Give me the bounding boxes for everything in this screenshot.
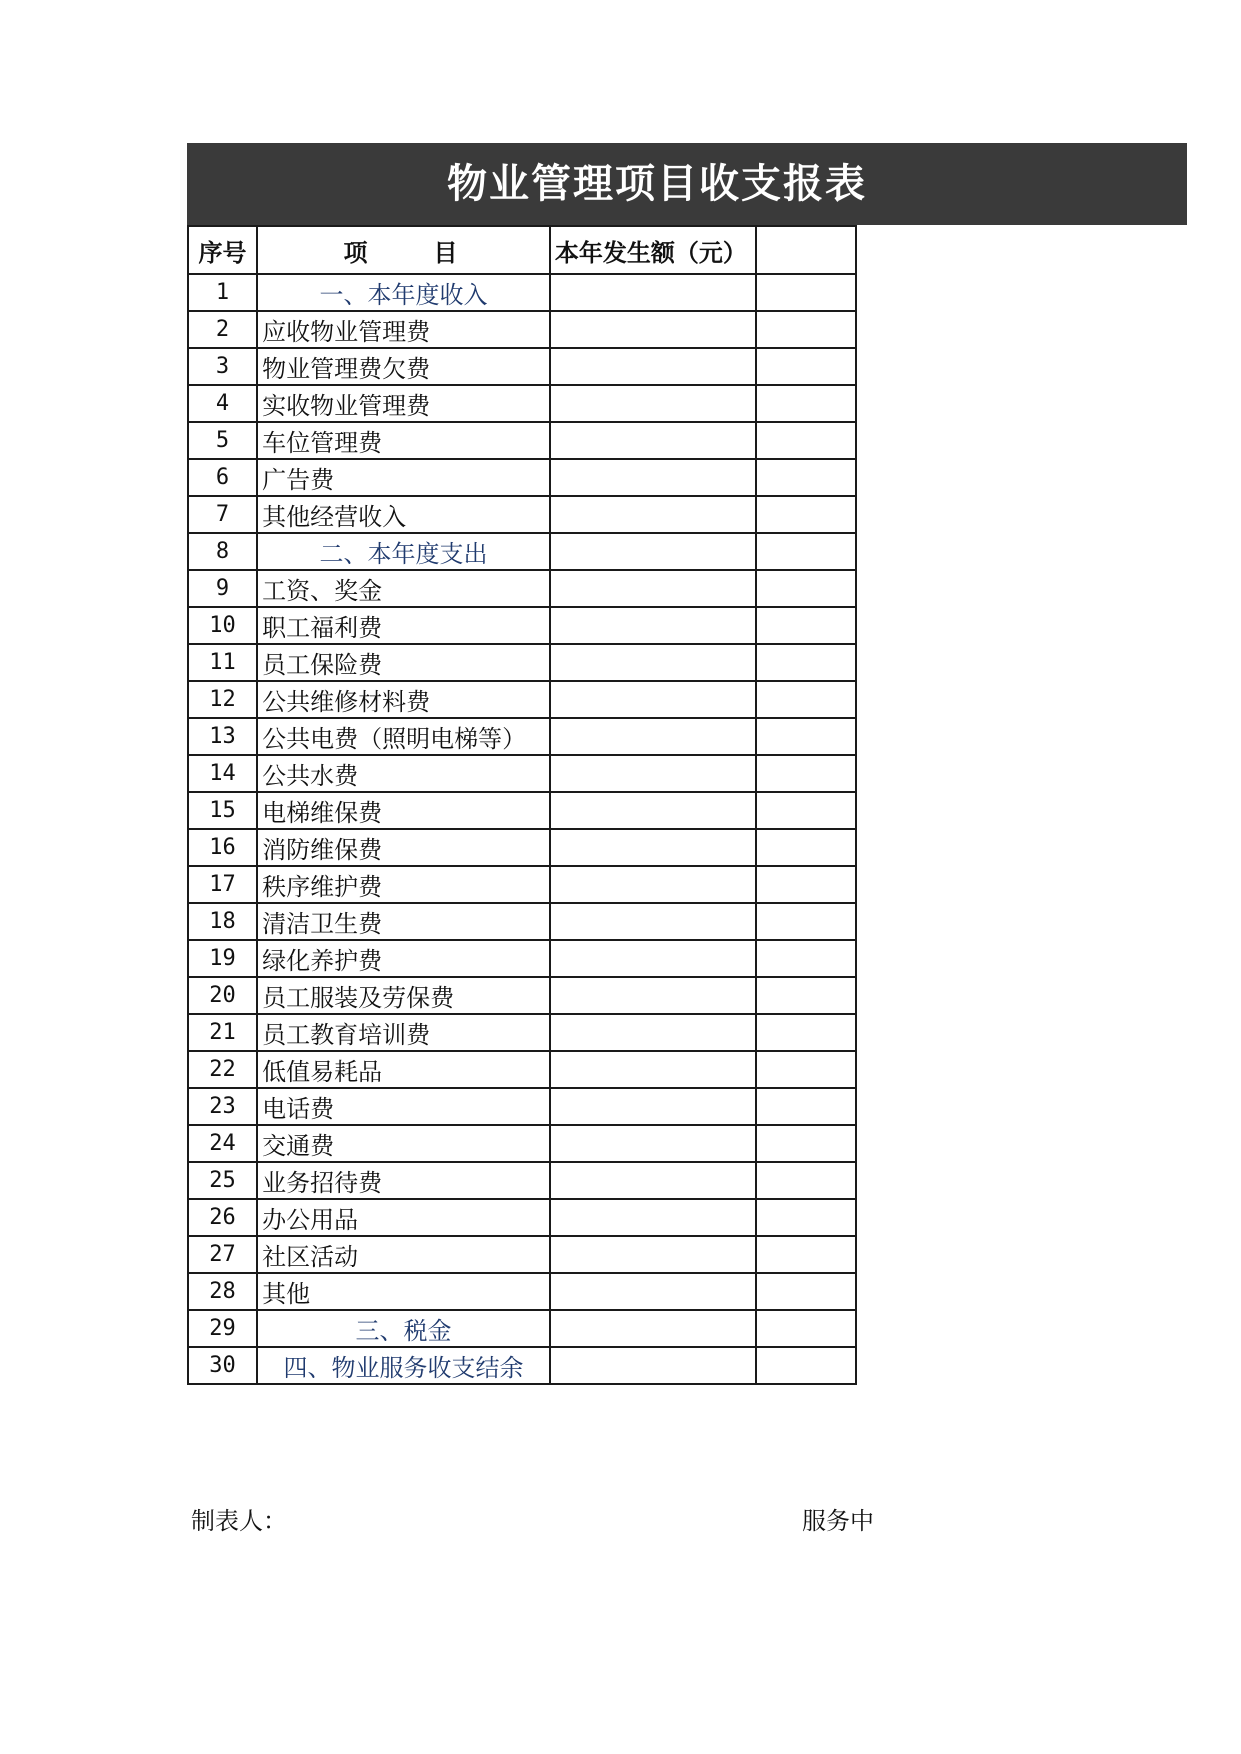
cut-off-cell[interactable] bbox=[756, 1273, 856, 1310]
section-heading: 三、税金 bbox=[257, 1310, 550, 1347]
table-row bbox=[188, 1310, 856, 1347]
cut-off-cell[interactable] bbox=[756, 1051, 856, 1088]
cut-off-cell[interactable] bbox=[756, 533, 856, 570]
cut-off-cell[interactable] bbox=[756, 1014, 856, 1051]
table-row bbox=[188, 977, 856, 1014]
table-row bbox=[188, 1088, 856, 1125]
header-cut-off-cell bbox=[756, 226, 856, 274]
amount-cell[interactable] bbox=[550, 829, 756, 866]
row-seq: 10 bbox=[188, 607, 257, 644]
amount-cell[interactable] bbox=[550, 311, 756, 348]
row-seq: 1 bbox=[188, 274, 257, 311]
header-seq: 序号 bbox=[188, 226, 257, 274]
row-item: 员工教育培训费 bbox=[257, 1014, 550, 1051]
row-seq: 8 bbox=[188, 533, 257, 570]
amount-cell[interactable] bbox=[550, 681, 756, 718]
cut-off-cell[interactable] bbox=[756, 422, 856, 459]
cut-off-cell[interactable] bbox=[756, 1310, 856, 1347]
row-seq: 15 bbox=[188, 792, 257, 829]
row-seq: 14 bbox=[188, 755, 257, 792]
table-row bbox=[188, 422, 856, 459]
preparer-label: 制表人： bbox=[191, 1507, 287, 1535]
amount-cell[interactable] bbox=[550, 459, 756, 496]
amount-cell[interactable] bbox=[550, 533, 756, 570]
table-row bbox=[188, 1236, 856, 1273]
row-seq: 25 bbox=[188, 1162, 257, 1199]
amount-cell[interactable] bbox=[550, 385, 756, 422]
row-seq: 20 bbox=[188, 977, 257, 1014]
amount-cell[interactable] bbox=[550, 1236, 756, 1273]
amount-cell[interactable] bbox=[550, 755, 756, 792]
amount-cell[interactable] bbox=[550, 1347, 756, 1384]
row-seq: 2 bbox=[188, 311, 257, 348]
row-item: 员工服装及劳保费 bbox=[257, 977, 550, 1014]
amount-cell[interactable] bbox=[550, 940, 756, 977]
amount-cell[interactable] bbox=[550, 570, 756, 607]
amount-cell[interactable] bbox=[550, 718, 756, 755]
amount-cell[interactable] bbox=[550, 607, 756, 644]
row-seq: 19 bbox=[188, 940, 257, 977]
row-item: 绿化养护费 bbox=[257, 940, 550, 977]
table-row bbox=[188, 792, 856, 829]
row-item: 社区活动 bbox=[257, 1236, 550, 1273]
table-row bbox=[188, 274, 856, 311]
amount-cell[interactable] bbox=[550, 644, 756, 681]
table-row bbox=[188, 459, 856, 496]
header-item: 项 目 bbox=[257, 226, 550, 274]
row-item: 公共电费（照明电梯等） bbox=[257, 718, 550, 755]
amount-cell[interactable] bbox=[550, 1014, 756, 1051]
table-row bbox=[188, 718, 856, 755]
cut-off-cell[interactable] bbox=[756, 903, 856, 940]
amount-cell[interactable] bbox=[550, 866, 756, 903]
row-seq: 13 bbox=[188, 718, 257, 755]
row-seq: 21 bbox=[188, 1014, 257, 1051]
cut-off-cell[interactable] bbox=[756, 1199, 856, 1236]
row-item: 交通费 bbox=[257, 1125, 550, 1162]
row-item: 工资、奖金 bbox=[257, 570, 550, 607]
row-item: 秩序维护费 bbox=[257, 866, 550, 903]
row-seq: 3 bbox=[188, 348, 257, 385]
row-seq: 29 bbox=[188, 1310, 257, 1347]
row-seq: 4 bbox=[188, 385, 257, 422]
table-row bbox=[188, 903, 856, 940]
row-seq: 26 bbox=[188, 1199, 257, 1236]
table-row bbox=[188, 533, 856, 570]
cut-off-cell[interactable] bbox=[756, 977, 856, 1014]
row-seq: 6 bbox=[188, 459, 257, 496]
row-item: 业务招待费 bbox=[257, 1162, 550, 1199]
row-seq: 28 bbox=[188, 1273, 257, 1310]
amount-cell[interactable] bbox=[550, 1273, 756, 1310]
cut-off-cell[interactable] bbox=[756, 1125, 856, 1162]
cut-off-cell[interactable] bbox=[756, 570, 856, 607]
row-seq: 24 bbox=[188, 1125, 257, 1162]
row-seq: 27 bbox=[188, 1236, 257, 1273]
row-item: 清洁卫生费 bbox=[257, 903, 550, 940]
section-heading: 一、本年度收入 bbox=[257, 274, 550, 311]
row-seq: 7 bbox=[188, 496, 257, 533]
cut-off-cell[interactable] bbox=[756, 311, 856, 348]
row-item: 员工保险费 bbox=[257, 644, 550, 681]
amount-cell[interactable] bbox=[550, 1125, 756, 1162]
row-item: 广告费 bbox=[257, 459, 550, 496]
row-seq: 16 bbox=[188, 829, 257, 866]
section-heading: 二、本年度支出 bbox=[257, 533, 550, 570]
row-item: 职工福利费 bbox=[257, 607, 550, 644]
row-seq: 17 bbox=[188, 866, 257, 903]
row-seq: 9 bbox=[188, 570, 257, 607]
cut-off-cell[interactable] bbox=[756, 274, 856, 311]
row-item: 其他 bbox=[257, 1273, 550, 1310]
row-item: 低值易耗品 bbox=[257, 1051, 550, 1088]
cut-off-cell[interactable] bbox=[756, 385, 856, 422]
cut-off-cell[interactable] bbox=[756, 348, 856, 385]
section-heading: 四、物业服务收支结余 bbox=[257, 1347, 550, 1384]
table-row bbox=[188, 940, 856, 977]
cut-off-cell[interactable] bbox=[756, 866, 856, 903]
row-item: 车位管理费 bbox=[257, 422, 550, 459]
report-sheet bbox=[187, 143, 874, 1543]
row-item: 办公用品 bbox=[257, 1199, 550, 1236]
report-title: 物业管理项目收支报表 bbox=[447, 161, 867, 207]
cut-off-cell[interactable] bbox=[756, 459, 856, 496]
table-row bbox=[188, 1347, 856, 1384]
table-row bbox=[188, 1051, 856, 1088]
table-row bbox=[188, 311, 856, 348]
cut-off-cell[interactable] bbox=[756, 681, 856, 718]
amount-cell[interactable] bbox=[550, 903, 756, 940]
row-seq: 5 bbox=[188, 422, 257, 459]
amount-cell[interactable] bbox=[550, 1310, 756, 1347]
amount-cell[interactable] bbox=[550, 348, 756, 385]
row-item: 公共水费 bbox=[257, 755, 550, 792]
row-item: 电话费 bbox=[257, 1088, 550, 1125]
amount-cell[interactable] bbox=[550, 1162, 756, 1199]
row-seq: 22 bbox=[188, 1051, 257, 1088]
amount-cell[interactable] bbox=[550, 1199, 756, 1236]
table-row bbox=[188, 866, 856, 903]
cut-off-cell[interactable] bbox=[756, 829, 856, 866]
cut-off-cell[interactable] bbox=[756, 607, 856, 644]
cut-off-cell[interactable] bbox=[756, 496, 856, 533]
cut-off-cell[interactable] bbox=[756, 792, 856, 829]
amount-cell[interactable] bbox=[550, 977, 756, 1014]
cut-off-cell[interactable] bbox=[756, 1162, 856, 1199]
report-table bbox=[187, 225, 857, 1385]
table-row bbox=[188, 1014, 856, 1051]
row-seq: 11 bbox=[188, 644, 257, 681]
row-seq: 23 bbox=[188, 1088, 257, 1125]
row-item: 应收物业管理费 bbox=[257, 311, 550, 348]
amount-cell[interactable] bbox=[550, 1088, 756, 1125]
header-amount: 本年发生额（元） bbox=[550, 226, 756, 274]
table-row bbox=[188, 1273, 856, 1310]
amount-cell[interactable] bbox=[550, 1051, 756, 1088]
row-item: 物业管理费欠费 bbox=[257, 348, 550, 385]
table-row bbox=[188, 385, 856, 422]
table-row bbox=[188, 496, 856, 533]
table-row bbox=[188, 681, 856, 718]
footer-right-label: 服务中 bbox=[802, 1507, 874, 1535]
table-row bbox=[188, 829, 856, 866]
row-seq: 12 bbox=[188, 681, 257, 718]
title-bar bbox=[187, 143, 1187, 225]
header-row bbox=[188, 226, 856, 274]
row-item: 电梯维保费 bbox=[257, 792, 550, 829]
cut-off-cell[interactable] bbox=[756, 1236, 856, 1273]
row-item: 公共维修材料费 bbox=[257, 681, 550, 718]
table-row bbox=[188, 348, 856, 385]
table-row bbox=[188, 607, 856, 644]
row-seq: 30 bbox=[188, 1347, 257, 1384]
amount-cell[interactable] bbox=[550, 496, 756, 533]
table-row bbox=[188, 1199, 856, 1236]
cut-off-cell[interactable] bbox=[756, 1088, 856, 1125]
amount-cell[interactable] bbox=[550, 792, 756, 829]
report-body bbox=[188, 274, 856, 1384]
cut-off-cell[interactable] bbox=[756, 940, 856, 977]
row-item: 消防维保费 bbox=[257, 829, 550, 866]
table-row bbox=[188, 644, 856, 681]
amount-cell[interactable] bbox=[550, 274, 756, 311]
cut-off-cell[interactable] bbox=[756, 1347, 856, 1384]
table-row bbox=[188, 1125, 856, 1162]
cut-off-cell[interactable] bbox=[756, 755, 856, 792]
row-item: 实收物业管理费 bbox=[257, 385, 550, 422]
row-item: 其他经营收入 bbox=[257, 496, 550, 533]
table-row bbox=[188, 570, 856, 607]
table-row bbox=[188, 755, 856, 792]
amount-cell[interactable] bbox=[550, 422, 756, 459]
table-row bbox=[188, 1162, 856, 1199]
cut-off-cell[interactable] bbox=[756, 644, 856, 681]
cut-off-cell[interactable] bbox=[756, 718, 856, 755]
row-seq: 18 bbox=[188, 903, 257, 940]
